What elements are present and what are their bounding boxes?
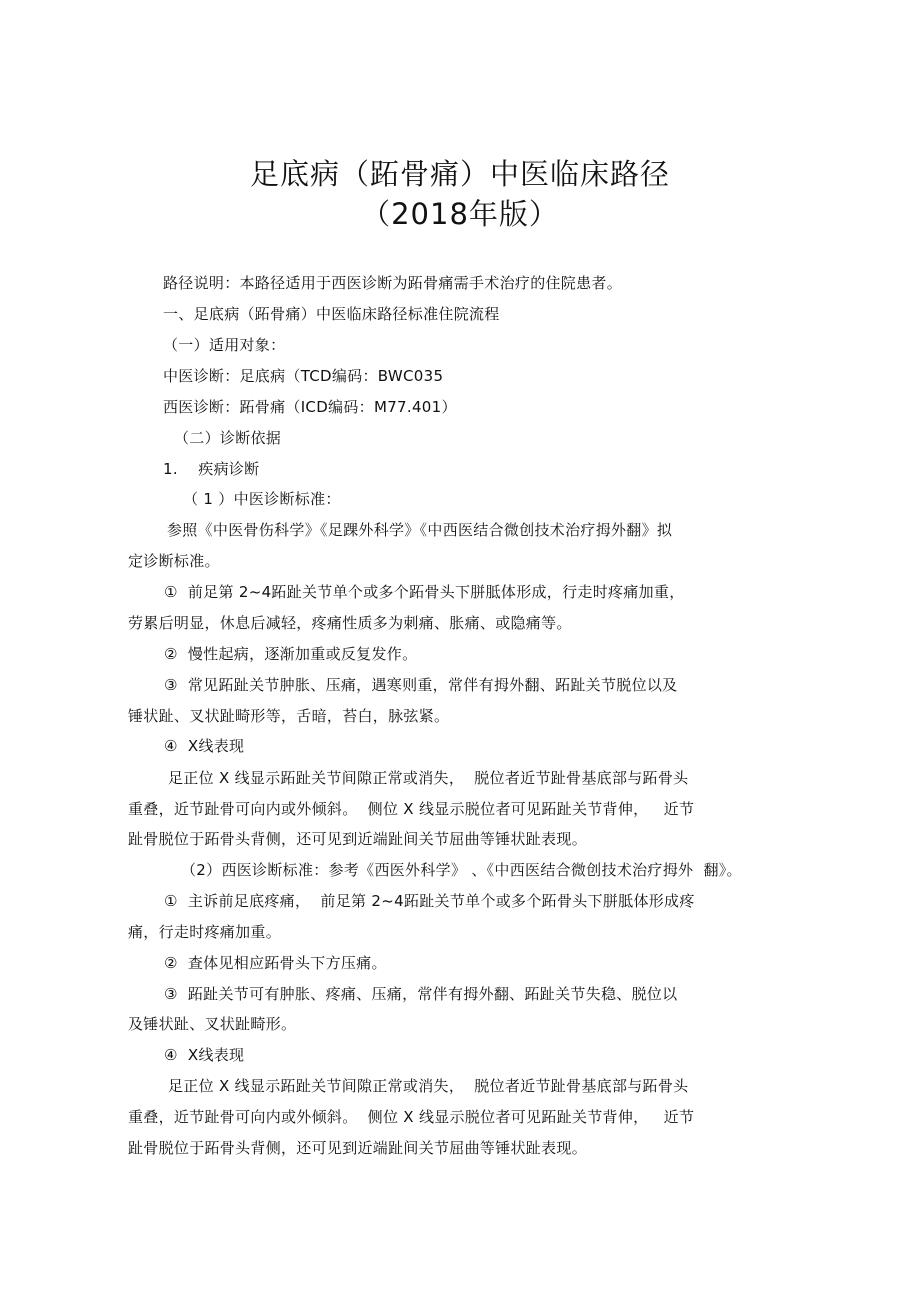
text-line: 中医诊断：足底病（TCD编码：BWC035 [163, 367, 444, 385]
text-line: ③ 常见跖趾关节肿胀、压痛，遇寒则重，常伴有拇外翻、跖趾关节脱位以及 [164, 676, 678, 694]
text-line: 1. 疾病诊断 [163, 460, 260, 478]
text-line: ④ X线表现 [164, 1046, 245, 1064]
text-line: ① 主诉前足底疼痛， 前足第 2~4跖趾关节单个或多个跖骨头下胼胝体形成疼 [164, 892, 695, 910]
text-line: ③ 跖趾关节可有肿胀、疼痛、压痛，常伴有拇外翻、跖趾关节失稳、脱位以 [164, 985, 678, 1003]
subsection-heading: （一）适用对象： [163, 336, 286, 354]
text-line: 痛，行走时疼痛加重。 [128, 923, 282, 941]
text-line: 足正位 X 线显示跖趾关节间隙正常或消失， 脱位者近节趾骨基底部与跖骨头 [168, 1077, 689, 1095]
text-line: 西医诊断：跖骨痛（ICD编码：M77.401） [163, 398, 457, 416]
text-line: 趾骨脱位于跖骨头背侧，还可见到近端趾间关节屈曲等锤状趾表现。 [128, 830, 588, 848]
document-title: 足底病（跖骨痛）中医临床路径 [249, 157, 670, 191]
text-line: 锤状趾、叉状趾畸形等，舌暗，苔白，脉弦紧。 [128, 707, 450, 725]
text-line: （2）西医诊断标准：参考《西医外科学》 、《中西医结合微创技术治疗拇外 翻》。 [181, 861, 742, 879]
text-line: ② 查体见相应跖骨头下方压痛。 [164, 954, 387, 972]
text-line: 参照《中医骨伤科学》《足踝外科学》《中西医结合微创技术治疗拇外翻》拟 [167, 521, 673, 539]
text-line: ④ X线表现 [164, 737, 245, 755]
section-heading: 一、足底病（跖骨痛）中医临床路径标准住院流程 [163, 305, 500, 323]
text-line: 趾骨脱位于跖骨头背侧，还可见到近端趾间关节屈曲等锤状趾表现。 [128, 1139, 588, 1157]
text-line: 足正位 X 线显示跖趾关节间隙正常或消失， 脱位者近节趾骨基底部与跖骨头 [168, 769, 689, 787]
text-line: 路径说明：本路径适用于西医诊断为跖骨痛需手术治疗的住院患者。 [163, 274, 623, 292]
text-line: （ 1 ）中医诊断标准： [183, 490, 341, 508]
text-line: ② 慢性起病，逐渐加重或反复发作。 [164, 645, 418, 663]
document-subtitle: （2018年版） [361, 197, 559, 231]
text-line: 及锤状趾、叉状趾畸形。 [128, 1015, 297, 1033]
text-line: ① 前足第 2~4跖趾关节单个或多个跖骨头下胼胝体形成，行走时疼痛加重， [164, 583, 685, 601]
text-line: 劳累后明显，休息后减轻，疼痛性质多为刺痛、胀痛、或隐痛等。 [128, 614, 572, 632]
text-line: 定诊断标准。 [128, 552, 220, 570]
subsection-heading: （二）诊断依据 [174, 429, 282, 447]
text-line: 重叠，近节趾骨可向内或外倾斜。 侧位 X 线显示脱位者可见跖趾关节背伸， 近节 [128, 1108, 695, 1126]
text-line: 重叠，近节趾骨可向内或外倾斜。 侧位 X 线显示脱位者可见跖趾关节背伸， 近节 [128, 800, 695, 818]
